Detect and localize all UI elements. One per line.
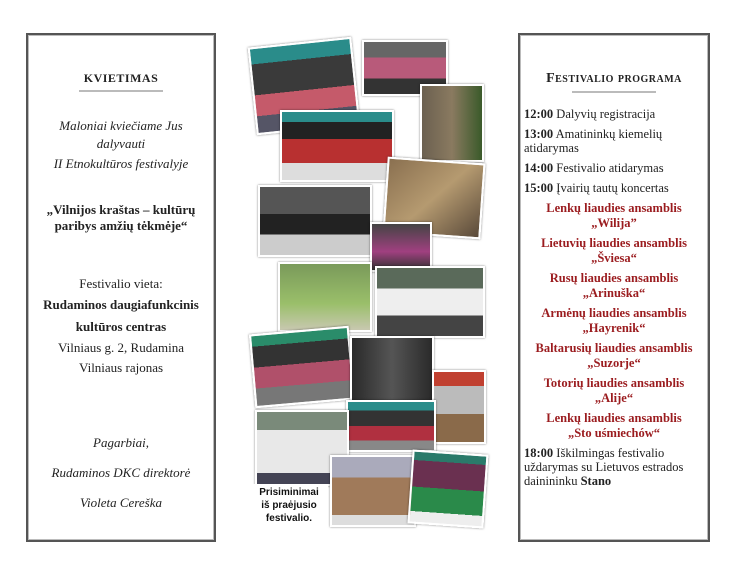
invitation-title: KVIETIMAS xyxy=(83,71,159,85)
time: 13:00 xyxy=(524,127,554,141)
singer-name: Stano xyxy=(580,474,612,488)
signature-line: Rudaminos DKC direktorė xyxy=(51,465,191,480)
caption-line: iš praėjusio xyxy=(261,500,317,511)
ensemble-item xyxy=(520,271,708,301)
schedule-item xyxy=(524,161,704,175)
schedule-item xyxy=(524,127,704,155)
venue-name: kultūros centras xyxy=(75,319,167,334)
ensemble-name: „Arinuška“ xyxy=(582,286,646,300)
signature-line: Violeta Cereška xyxy=(80,495,162,510)
ensemble-type: Lenkų liaudies ansamblis xyxy=(546,201,682,215)
closing-text: Iškilmingas festivalio uždarymas su Lietuvos estrados dainininku xyxy=(524,446,684,488)
time: 15:00 xyxy=(524,181,554,195)
ensemble-type: Rusų liaudies ansamblis xyxy=(549,271,679,285)
ensemble-item xyxy=(520,201,708,231)
photo-stage-show xyxy=(258,185,372,257)
ensemble-item xyxy=(520,236,708,266)
ensemble-name: „Wilija” xyxy=(591,216,637,230)
ensemble-type: Armėnų liaudies ansamblis xyxy=(541,306,687,320)
event-text: Įvairių tautų koncertas xyxy=(553,181,669,195)
invitation-panel xyxy=(26,33,216,542)
closing-item xyxy=(524,446,704,488)
program-panel xyxy=(518,33,710,542)
photo-stage-red xyxy=(346,400,436,452)
photo-clay-crafts xyxy=(330,455,416,527)
photo-green-banner xyxy=(408,449,489,528)
motto-line: paribys amžių tėkmėje“ xyxy=(54,218,188,233)
motto-line: „Vilnijos kraštas – kultūrų xyxy=(46,202,196,217)
ensemble-item xyxy=(520,411,708,441)
photo-loom xyxy=(432,370,486,444)
event-text: Festivalio atidarymas xyxy=(553,161,664,175)
photo-singer xyxy=(350,336,434,402)
schedule-item xyxy=(524,107,704,121)
photo-dancer xyxy=(370,222,432,272)
caption-line: festivalio. xyxy=(265,513,313,524)
photo-performer xyxy=(420,84,484,162)
photo-seated-woman xyxy=(278,262,372,332)
ensemble-type: Lietuvių liaudies ansamblis xyxy=(541,236,687,250)
time: 14:00 xyxy=(524,161,554,175)
collage-caption xyxy=(250,484,328,527)
ensemble-type: Baltarusių liaudies ansamblis xyxy=(535,341,693,355)
venue-name: Rudaminos daugiafunkcinis xyxy=(43,297,199,312)
event-text: Amatininkų kiemelių atidarymas xyxy=(524,127,663,155)
divider xyxy=(572,91,656,93)
ensemble-name: „Alije“ xyxy=(594,391,634,405)
address-line: Vilniaus g. 2, Rudamina xyxy=(58,340,184,355)
caption-line: Prisiminimai xyxy=(259,487,319,498)
ensemble-item xyxy=(520,306,708,336)
program-title: Festivalio programa xyxy=(546,71,682,86)
photo-red-costumes xyxy=(280,110,394,182)
invite-line: dalyvauti xyxy=(96,136,146,151)
ensemble-name: „Suzorje“ xyxy=(587,356,641,370)
ensemble-name: „Sto uśmiechów“ xyxy=(567,426,661,440)
ensemble-item xyxy=(520,376,708,406)
time: 18:00 xyxy=(524,446,554,460)
ensemble-type: Lenkų liaudies ansamblis xyxy=(546,411,682,425)
ensemble-type: Totorių liaudies ansamblis xyxy=(543,376,685,390)
photo-green-stage xyxy=(249,326,355,408)
time: 12:00 xyxy=(524,107,554,121)
photo-white-costumes xyxy=(375,266,485,338)
signature-line: Pagarbiai, xyxy=(93,435,149,450)
schedule-item xyxy=(524,181,704,195)
divider xyxy=(79,90,163,92)
ensemble-item xyxy=(520,341,708,371)
address-line: Vilniaus rajonas xyxy=(78,360,164,375)
invite-line: Maloniai kviečiame Jus xyxy=(59,118,183,133)
ensemble-name: „Hayrenik“ xyxy=(582,321,646,335)
invite-line: II Etnokultūros festivalyje xyxy=(53,156,189,171)
venue-label: Festivalio vieta: xyxy=(79,276,163,291)
event-text: Dalyvių registracija xyxy=(553,107,656,121)
ensemble-name: „Šviesa“ xyxy=(591,251,637,265)
